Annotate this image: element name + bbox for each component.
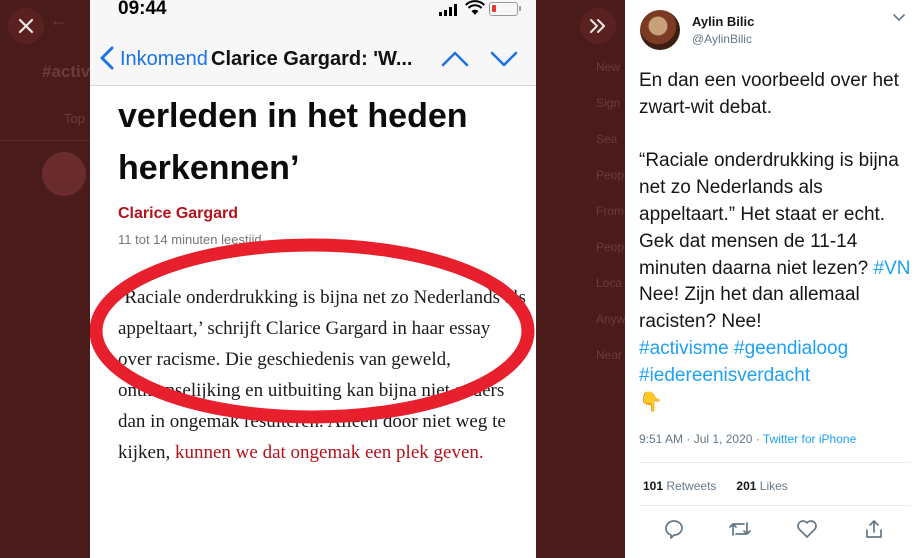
mail-subject-title: Clarice Gargard: 'W... [211,48,413,70]
bg-tab-top: Top [64,111,85,126]
tweet-author-name[interactable]: Aylin Bilic [692,14,755,29]
hashtag-link-iedereenisverdacht[interactable]: #iedereenisverdacht [639,364,811,386]
bg-fragment: Sign [596,96,621,110]
tweet-author-handle[interactable]: @AylinBilic [692,32,752,46]
reply-icon[interactable] [662,518,686,540]
bg-search-hashtag: #activ [42,62,91,81]
close-icon [18,18,34,34]
tweet-date[interactable]: Jul 1, 2020 [693,432,753,446]
retweet-icon[interactable] [728,518,752,540]
article-body-link: kunnen we dat ongemak een plek geven. [175,442,484,463]
tweet-meta: 9:51 AM · Jul 1, 2020 · Twitter for iPhone [639,432,857,446]
mail-nav-bar [90,30,536,86]
bg-fragment: Sea [596,132,618,146]
pointing-down-icon: 👇 [639,391,663,413]
expand-button[interactable] [580,8,616,44]
article-title-line: verleden in het heden [118,97,468,135]
tweet-panel [625,0,917,558]
article-author: Clarice Gargard [118,205,239,222]
article-read-time: 11 tot 14 minuten leestijd [118,232,262,247]
expand-icon [589,18,607,34]
tweet-text [639,68,911,416]
likes-stat[interactable] [736,479,787,493]
share-icon[interactable] [862,518,886,540]
wifi-icon [465,0,485,16]
retweets-stat[interactable] [643,479,716,493]
caret-down-icon[interactable] [893,14,905,22]
bg-avatar [42,152,86,196]
divider [639,505,911,506]
article-body [118,282,528,468]
article-title [118,90,528,194]
tweet-stats [643,479,788,493]
article-title-line: herkennen’ [118,149,300,187]
tweet-text-end: Nee! Zijn het dan allemaal racisten? Nee! [639,284,860,333]
bg-fragment: Peop [596,240,625,254]
hashtag-link-vn[interactable]: #VN [873,257,911,279]
hashtag-link-activisme[interactable]: #activisme [639,337,729,359]
tweet-image[interactable] [90,0,536,558]
close-button[interactable] [8,8,44,44]
status-time: 09:44 [118,0,167,19]
likes-count: 201 [736,479,757,493]
back-chevron-icon[interactable] [98,46,116,70]
bg-fragment: Anyw [596,312,626,326]
back-button-label[interactable]: Inkomend [120,48,208,70]
retweets-label: Retweets [666,479,717,493]
bg-fragment: From [596,204,624,218]
hashtag-link-geendialoog[interactable]: #geendialoog [734,337,849,359]
bg-fragment: Peop [596,168,625,182]
bg-divider [0,140,90,141]
article-body-text: ‘Raciale onderdrukking is bijna net zo Nederlands als appeltaart,’ schrijft Clarice Gargard in haar essay over racisme. Die geschiedenis van geweld, ontmenselijking en uitbuiting kan bijna niet anders dan in ongemak resulteren. Alleen door niet weg te kijken, [118,287,526,463]
tweet-paragraph [639,148,911,416]
signal-icon [439,4,461,16]
tweet-quote-text: “Raciale onderdrukking is bijna net zo Nederlands als appeltaart.” Het staat er echt. Gek dat mensen de 11-14 minuten daarna niet lezen? [639,150,899,279]
tweet-source-link[interactable]: Twitter for iPhone [762,432,857,446]
bg-fragment: Loca [596,276,623,290]
tweet-paragraph: En dan een voorbeeld over het zwart-wit debat. [639,70,899,118]
avatar[interactable] [640,10,680,50]
divider [639,462,911,463]
chevron-down-icon[interactable] [490,50,518,68]
like-icon[interactable] [795,518,819,540]
bg-fragment: Near [596,348,623,362]
battery-icon [489,2,518,16]
bg-fragment: New [596,60,621,74]
bg-back-arrow-icon: ← [50,10,68,30]
tweet-time[interactable]: 9:51 AM [639,432,684,446]
ios-status-bar [90,0,536,30]
chevron-up-icon[interactable] [441,50,469,68]
retweets-count: 101 [643,479,664,493]
likes-label: Likes [759,479,788,493]
